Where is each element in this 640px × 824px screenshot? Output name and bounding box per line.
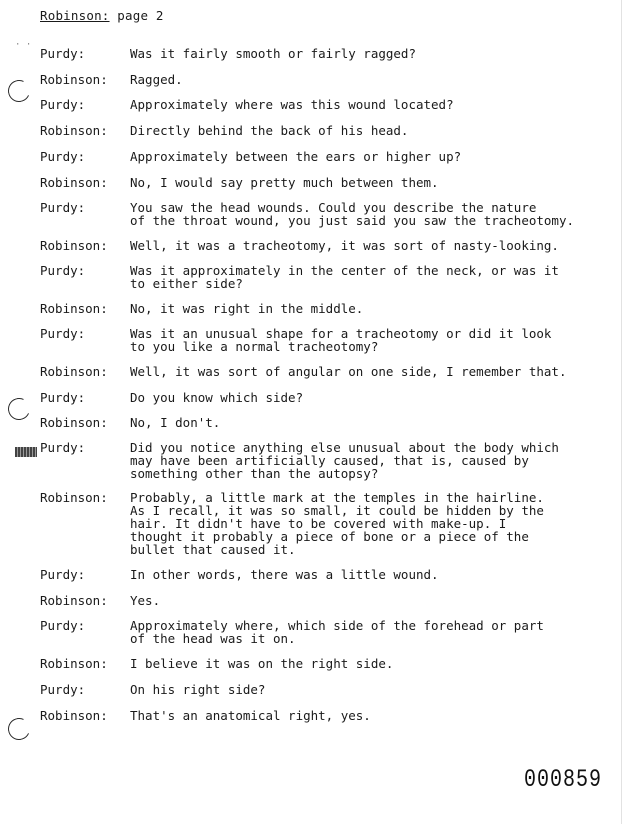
- page-edge-line: [621, 0, 622, 824]
- punch-hole-bottom: [5, 715, 33, 743]
- dialogue-text: Was it fairly smooth or fairly ragged?: [130, 46, 416, 61]
- dialogue-text: You saw the head wounds. Could you describe the nature of the throat wound, you just said you saw the tracheotomy.: [130, 200, 575, 228]
- speaker-label: Robinson:: [40, 72, 108, 87]
- speaker-label: Purdy:: [40, 567, 86, 582]
- speaker-label: Purdy:: [40, 200, 86, 215]
- speaker-label: Purdy:: [40, 263, 86, 278]
- speaker-label: Purdy:: [40, 326, 86, 341]
- speaker-label: Robinson:: [40, 593, 108, 608]
- dialogue-text: Did you notice anything else unusual about the body which may have been artificially caused, that is, caused by something other than the autopsy?: [130, 440, 559, 481]
- speaker-label: Purdy:: [40, 440, 86, 455]
- speaker-label: Robinson:: [40, 238, 108, 253]
- speaker-label: Robinson:: [40, 123, 108, 138]
- dialogue-text: No, it was right in the middle.: [130, 301, 364, 316]
- dialogue-text: Approximately where was this wound located?: [130, 97, 454, 112]
- dialogue-text: Approximately between the ears or higher up?: [130, 149, 462, 164]
- dialogue-text: Yes.: [130, 593, 161, 608]
- speaker-label: Robinson:: [40, 415, 108, 430]
- speaker-label: Robinson:: [40, 364, 108, 379]
- dialogue-text: Was it an unusual shape for a tracheotomy or did it look to you like a normal tracheotomy?: [130, 326, 552, 354]
- dialogue-text: Approximately where, which side of the forehead or part of the head was it on.: [130, 618, 544, 646]
- header-page: page 2: [117, 8, 164, 23]
- dialogue-text: Probably, a little mark at the temples in the hairline. As I recall, it was so small, it could be hidden by the hair. It didn't have to be covered with make-up. I thought it probably a piece of bone or a piece of the bullet that caused it.: [130, 490, 544, 557]
- dialogue-text: On his right side?: [130, 682, 266, 697]
- dialogue-text: Well, it was a tracheotomy, it was sort of nasty-looking.: [130, 238, 559, 253]
- punch-hole-top: [5, 77, 33, 105]
- speaker-label: Robinson:: [40, 708, 108, 723]
- dialogue-text: Ragged.: [130, 72, 183, 87]
- page-header: [40, 8, 164, 23]
- dialogue-text: In other words, there was a little wound.: [130, 567, 439, 582]
- speaker-label: Purdy:: [40, 618, 86, 633]
- speaker-label: Purdy:: [40, 390, 86, 405]
- header-name: Robinson:: [40, 8, 110, 23]
- page-number-stamp: 000859: [524, 766, 603, 795]
- dialogue-text: Directly behind the back of his head.: [130, 123, 409, 138]
- dialogue-text: No, I don't.: [130, 415, 221, 430]
- speaker-label: Purdy:: [40, 46, 86, 61]
- speaker-label: Purdy:: [40, 149, 86, 164]
- dialogue-text: Do you know which side?: [130, 390, 304, 405]
- speaker-label: Robinson:: [40, 175, 108, 190]
- speaker-label: Purdy:: [40, 682, 86, 697]
- dialogue-text: I believe it was on the right side.: [130, 656, 394, 671]
- ink-smudge: [15, 447, 37, 457]
- dialogue-text: That's an anatomical right, yes.: [130, 708, 371, 723]
- dialogue-text: Was it approximately in the center of the neck, or was it to either side?: [130, 263, 559, 291]
- speaker-label: Purdy:: [40, 97, 86, 112]
- speaker-label: Robinson:: [40, 656, 108, 671]
- speaker-label: Robinson:: [40, 490, 108, 505]
- dialogue-text: Well, it was sort of angular on one side, I remember that.: [130, 364, 567, 379]
- speaker-label: Robinson:: [40, 301, 108, 316]
- dialogue-text: No, I would say pretty much between them.: [130, 175, 439, 190]
- punch-hole-middle: [5, 395, 33, 423]
- speck-marks: · ·: [15, 40, 32, 50]
